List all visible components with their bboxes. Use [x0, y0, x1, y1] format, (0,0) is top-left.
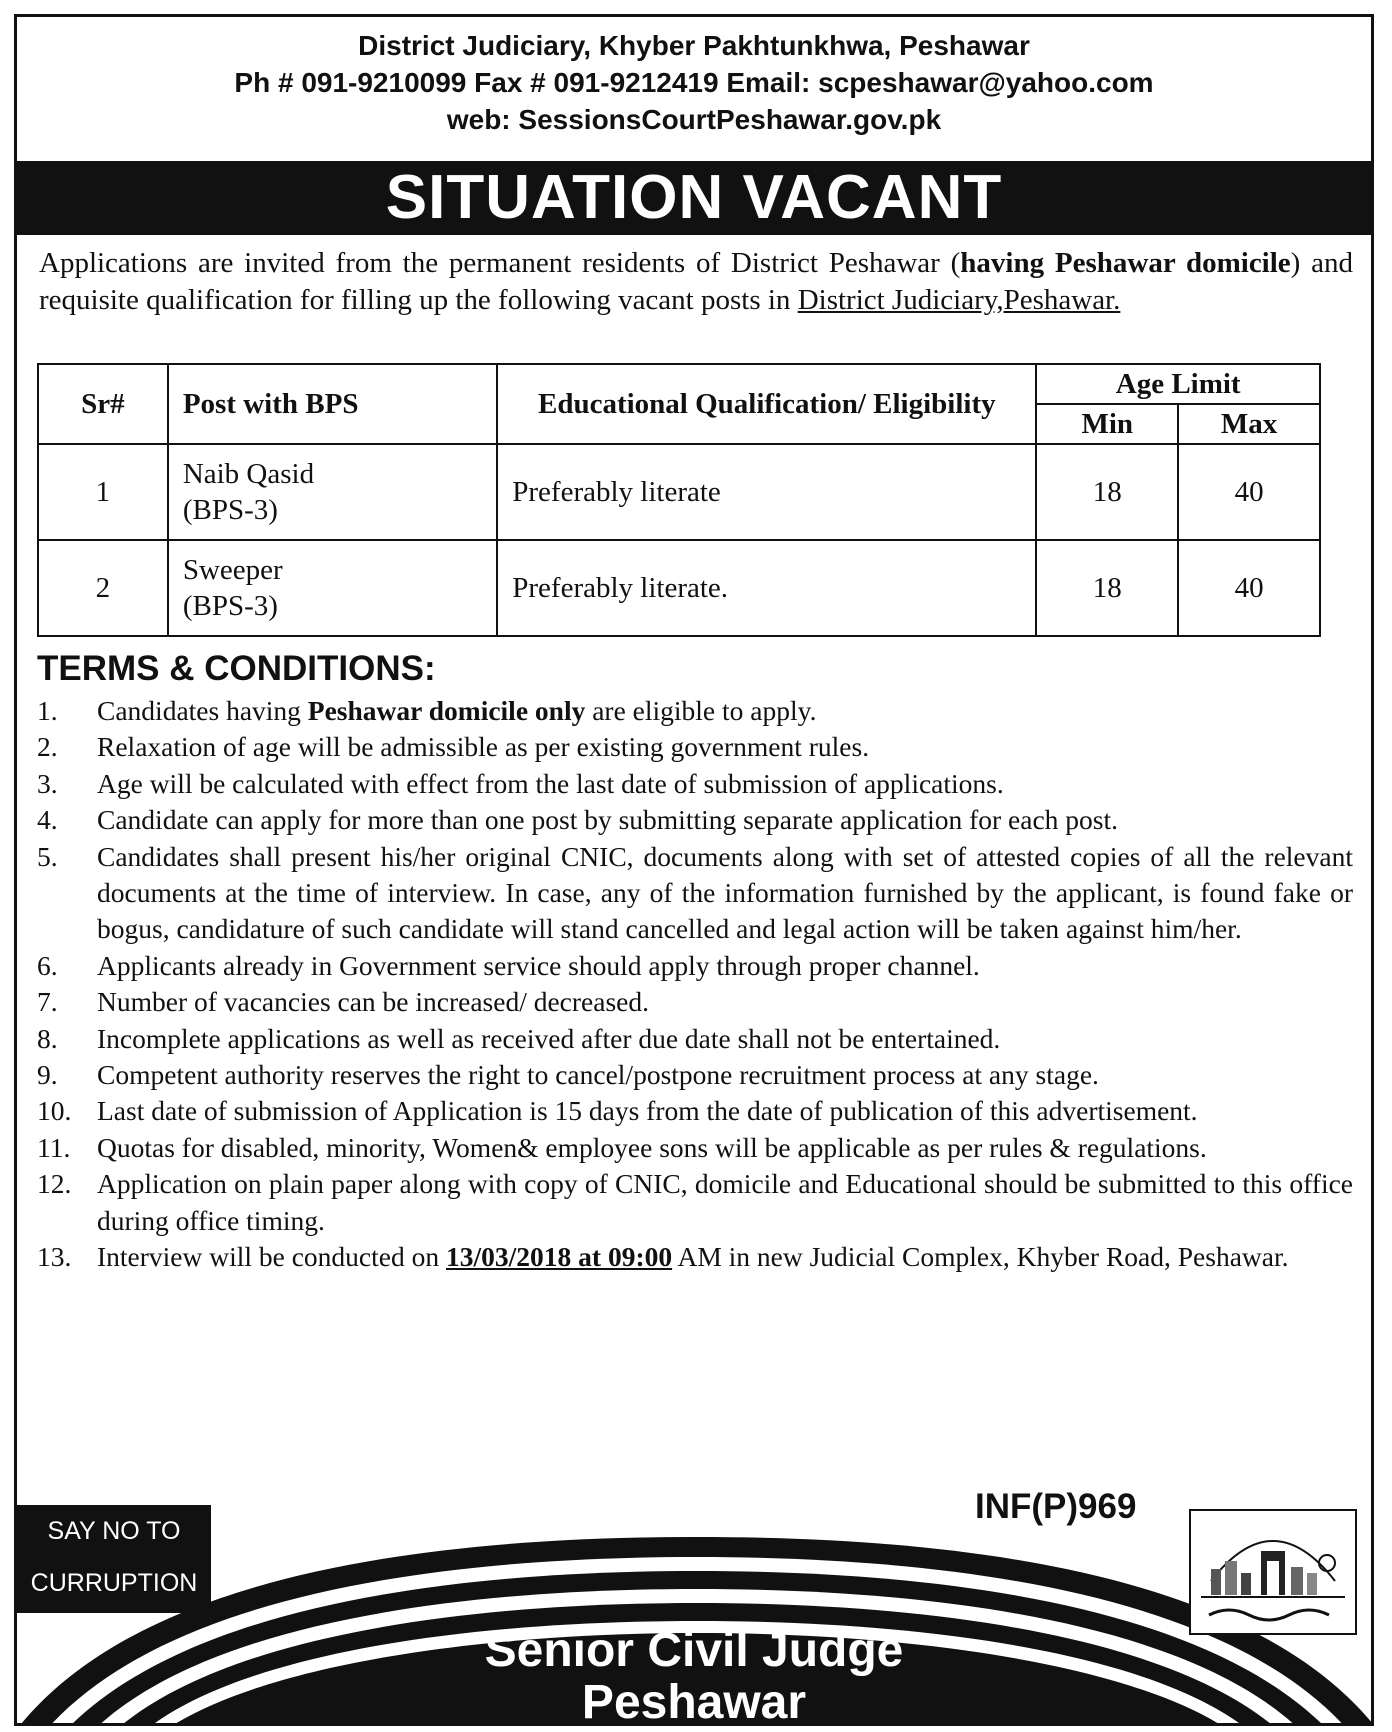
term-text: Candidate can apply for more than one post by submitting separate application for each post.	[97, 804, 1119, 836]
term-text: Candidates having	[97, 695, 308, 726]
term-number: 3.	[37, 767, 58, 799]
intro-underlined: District Judiciary,Peshawar.	[797, 284, 1121, 316]
term-number: 11.	[37, 1131, 71, 1163]
term-item	[37, 1166, 1353, 1239]
table-header-row	[38, 364, 1320, 404]
situation-vacant-banner: SITUATION VACANT	[17, 161, 1371, 235]
table-row	[38, 540, 1320, 636]
row-min: 18	[1036, 540, 1178, 636]
terms-title: TERMS & CONDITIONS:	[37, 649, 436, 688]
term-text: Application on plain paper along with copy of CNIC, domicile and Educational should be submitted to this office during office timing.	[97, 1168, 1353, 1236]
post-bps: (BPS-3)	[182, 590, 278, 622]
say-no-line2: CURRUPTION	[30, 1569, 198, 1597]
signature-location: Peshawar	[581, 1676, 807, 1726]
row-sr: 1	[38, 444, 168, 540]
header-qualification: Educational Qualification/ Eligibility	[497, 364, 1036, 444]
row-sr: 2	[38, 540, 168, 636]
term-text: Applicants already in Government service should apply through proper channel.	[97, 949, 980, 981]
term-number: 6.	[37, 949, 58, 981]
header-title: District Judiciary, Khyber Pakhtunkhwa, Peshawar	[358, 30, 1030, 61]
term-item	[37, 1239, 1353, 1275]
term-text: Quotas for disabled, minority, Women& employee sons will be applicable as per rules & regulations.	[97, 1131, 1207, 1163]
intro-paragraph	[39, 245, 1353, 319]
term-text: Last date of submission of Application is 15 days from the date of publication of this advertisement.	[97, 1095, 1198, 1127]
term-text: Relaxation of age will be admissible as per existing government rules.	[97, 731, 870, 763]
term-number: 13.	[37, 1241, 72, 1273]
advertisement-page	[14, 14, 1374, 1726]
intro-bold: having Peshawar domicile	[960, 247, 1291, 279]
term-text: Age will be calculated with effect from the last date of submission of applications.	[97, 767, 1004, 799]
term-number: 5.	[37, 840, 58, 872]
terms-list	[37, 693, 1353, 1276]
term-number: 9.	[37, 1059, 58, 1091]
term-number: 8.	[37, 1022, 58, 1054]
row-max: 40	[1178, 540, 1320, 636]
header-max: Max	[1178, 404, 1320, 444]
term-item	[37, 839, 1353, 948]
term-text: Interview will be conducted on	[97, 1241, 446, 1273]
header-age-limit: Age Limit	[1036, 364, 1320, 404]
row-qualification: Preferably literate	[497, 444, 1036, 540]
term-number: 1.	[37, 695, 58, 726]
header-website: web: SessionsCourtPeshawar.gov.pk	[446, 104, 942, 135]
header	[17, 17, 1371, 138]
intro-text-2: ) and requisite qualification for filling up the following vacant posts in	[39, 247, 1353, 316]
header-post: Post with BPS	[168, 364, 497, 444]
term-number: 7.	[37, 986, 58, 1018]
header-min: Min	[1036, 404, 1178, 444]
header-contact: Ph # 091-9210099 Fax # 091-9212419 Email: scpeshawar@yahoo.com	[234, 67, 1154, 98]
term-item	[37, 1057, 1353, 1093]
term-text-end: AM in new Judicial Complex, Khyber Road, Peshawar.	[672, 1241, 1289, 1273]
vacancy-table	[37, 363, 1321, 637]
term-text: Competent authority reserves the right to cancel/postpone recruitment process at any stage.	[97, 1059, 1099, 1091]
header-sr: Sr#	[38, 364, 168, 444]
term-text-end: are eligible to apply.	[585, 695, 817, 726]
term-number: 12.	[37, 1168, 72, 1200]
kp-reforming-transforming-logo-icon	[1189, 1509, 1357, 1635]
post-name: Sweeper	[182, 554, 283, 586]
term-item	[37, 948, 1353, 984]
term-item	[37, 1021, 1353, 1057]
term-text: Incomplete applications as well as received after due date shall not be entertained.	[97, 1022, 1001, 1054]
row-post	[168, 444, 497, 540]
term-item	[37, 1093, 1353, 1129]
row-min: 18	[1036, 444, 1178, 540]
term-item	[37, 766, 1353, 802]
row-post	[168, 540, 497, 636]
term-item	[37, 729, 1353, 765]
term-number: 4.	[37, 804, 58, 836]
intro-text-1: Applications are invited from the permanent residents of District Peshawar (	[39, 247, 961, 279]
table-row	[38, 444, 1320, 540]
row-max: 40	[1178, 444, 1320, 540]
term-number: 2.	[37, 731, 58, 763]
interview-date: 13/03/2018 at 09:00	[446, 1241, 673, 1273]
term-item	[37, 693, 1353, 729]
say-no-line1: SAY NO TO	[47, 1517, 181, 1545]
post-bps: (BPS-3)	[182, 494, 278, 526]
term-text: Candidates shall present his/her original CNIC, documents along with set of attested copies of all the relevant documents at the time of interview. In case, any of the information furnished by the applicant, is found fake or bogus, candidature of such candidate will stand cancelled and legal action will be taken against him/her.	[97, 840, 1353, 945]
signature-title: Senior Civil Judge	[484, 1624, 904, 1677]
term-text: Number of vacancies can be increased/ decreased.	[97, 986, 649, 1018]
row-qualification: Preferably literate.	[497, 540, 1036, 636]
term-number: 10.	[37, 1095, 72, 1127]
term-item	[37, 984, 1353, 1020]
term-bold: Peshawar domicile only	[307, 695, 586, 726]
term-item	[37, 802, 1353, 838]
post-name: Naib Qasid	[182, 458, 315, 490]
term-item	[37, 1130, 1353, 1166]
inf-code: INF(P)969	[975, 1487, 1137, 1526]
say-no-to-corruption-badge	[17, 1505, 211, 1613]
logo-graphic	[1191, 1511, 1355, 1633]
